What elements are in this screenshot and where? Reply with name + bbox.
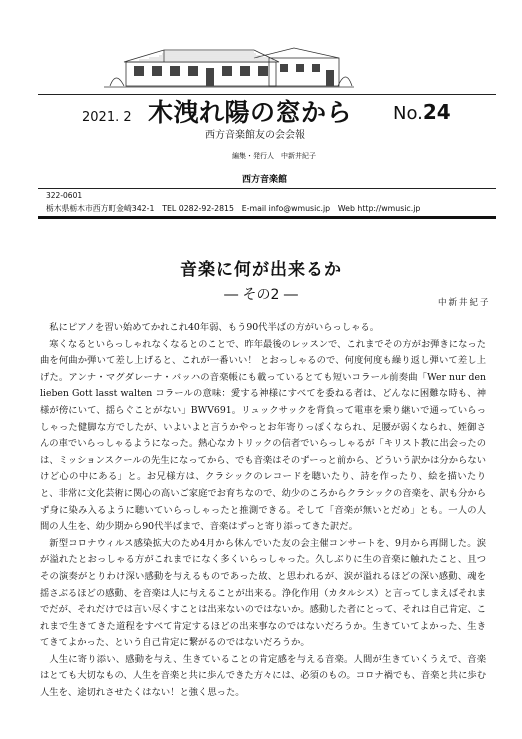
masthead-divider [38, 188, 496, 189]
article-part: ― その2 ― [224, 287, 298, 303]
issue-number-value: 24 [422, 100, 451, 124]
building-sketch-illustration [104, 40, 354, 92]
newsletter-subtitle: 西方音楽館友の会会報 [205, 130, 305, 141]
paragraph: 人生に寄り添い、感動を与え、生きていることの肯定感を与える音楽。人間が生きていくうえで、音楽はとても大切なもの、人生を音楽と共に歩んできた方々には、必須のもの。コロナ禍でも、音楽と共に歩む人生を、途切れさせたくはない！と強く思った。 [40, 653, 486, 699]
masthead-bottom-rule [38, 216, 496, 219]
postal-code: 322-0601 [46, 191, 83, 200]
newsletter-title: 木洩れ陽の窓から [148, 98, 353, 127]
issue-date: 2021. 2 [82, 110, 132, 125]
issue-number [393, 100, 451, 124]
issue-prefix: No. [393, 103, 423, 124]
publisher-name: 西方音楽館 [242, 175, 288, 185]
article-body [40, 320, 486, 702]
contact-info: 栃木県栃木市西方町金崎342-1 TEL 0282-92-2815 E-mail info@wmusic.jp Web http://wmusic.jp [46, 204, 421, 213]
paragraph: 新型コロナウィルス感染拡大のため4月から休んでいた友の会主催コンサートを、9月から再開した。涙が溢れたとおっしゃる方がこれまでになく多くいらっしゃった。久しぶりに生の音楽に触れたこと、且つその演奏がとりわけ深い感動を与えるものであった故、と思われるが、涙が溢れるほどの深い感動、魂を揺さぶるほどの感動、を音楽は人に与えることが出来る。浄化作用（カタルシス）と言ってしまえばそれまでだが、それだけでは言い尽くすことは出来ないのではないか。感動した者にとって、それは自己肯定、これまで生きてきた道程をすべて肯定するほどの出来事なのではないだろうか。生きていてよかった、生きてきてよかった、という自己肯定に繋がるのではないだろうか。 [40, 537, 486, 649]
paragraph: 私にピアノを習い始めてかれこれ40年弱、もう90代半ばの方がいらっしゃる。 [49, 322, 380, 333]
paragraph: 寒くなるといらっしゃれなくなるとのことで、昨年最後のレッスンで、これまでその方がお弾きになった曲を何曲か弾いて差し上げると、これが一番いい！ とおっしゃるので、何度何度も繰り返し弾いて差し上げた。アンナ・マグダレーナ・バッハの音楽帳にも載っているとても短いコラール前奏曲「Wer nur den lieben Gott lasst walten コラールの意味：愛する神様にすべてを委ねる者は、どんなに困難な時も、神様が傍にいて、揺らぐことがない」BWV691。リュックサックを背負って電車を乗り継いで通っていらっしゃった健脚な方でしたが、いよいよと言うかやっとお年寄りっぽくなられ、足腰が弱くなられ、姪御さんの車でいらっしゃるようになった。熱心なカトリックの信者でいらっしゃるが「キリスト教に出会ったのは、ミッションスクールの先生になってから、でも音楽はそのずーっと前から、どういう訳かは分からないけど心の中にある」と。お兄様方は、クラシックのレコードを聴いたり、詩を作ったり、絵を描いたりと、非常に文化芸術に関心の高いご家庭でお育ちなので、幼少のころからクラシックの音楽を、訳も分からず身に染み入るように聴いていらっしゃったと推測できる。そして「音楽が無いとだめ」とも。一人の人間の人生を、幼少期から90代半ばまで、音楽はずっと寄り添ってきた訳だ。 [40, 338, 486, 533]
editor-credit: 編集・発行人 中新井紀子 [232, 152, 316, 160]
article-headline: 音楽に何が出来るか [180, 260, 342, 280]
article-author: 中新井紀子 [438, 298, 491, 308]
